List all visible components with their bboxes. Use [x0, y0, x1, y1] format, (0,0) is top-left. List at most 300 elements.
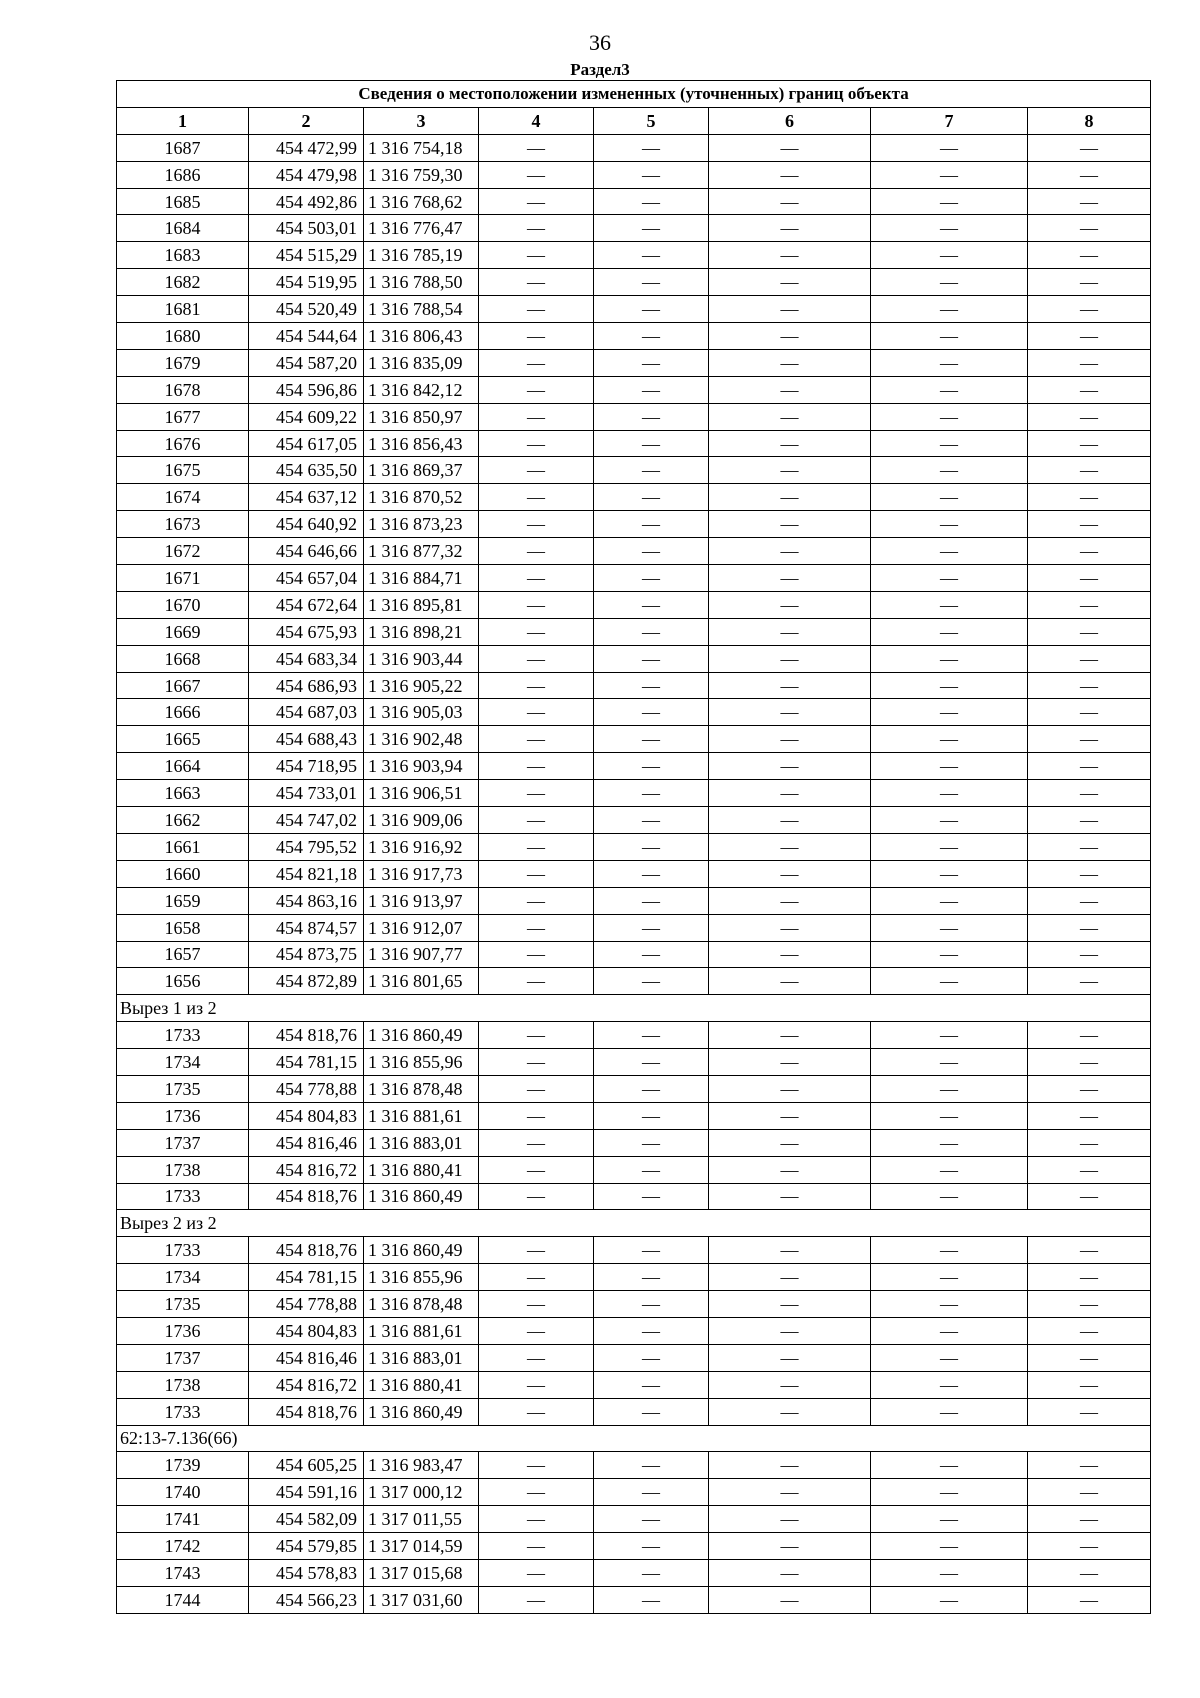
empty-value-dash: —	[709, 349, 871, 376]
empty-value-dash: —	[479, 833, 594, 860]
x-coordinate-cell: 454 515,29	[249, 242, 364, 269]
x-coordinate-cell: 454 582,09	[249, 1506, 364, 1533]
empty-value-dash: —	[709, 457, 871, 484]
empty-value-dash: —	[871, 591, 1028, 618]
empty-value-dash: —	[479, 1586, 594, 1613]
empty-value-dash: —	[594, 1344, 709, 1371]
point-number-cell: 1682	[117, 269, 249, 296]
empty-value-dash: —	[479, 1049, 594, 1076]
table-header	[117, 81, 1151, 135]
empty-value-dash: —	[594, 860, 709, 887]
point-number-cell: 1736	[117, 1102, 249, 1129]
empty-value-dash: —	[479, 1344, 594, 1371]
empty-value-dash: —	[871, 672, 1028, 699]
empty-value-dash: —	[479, 1264, 594, 1291]
y-coordinate-cell: 1 316 788,54	[364, 296, 479, 323]
table-row	[117, 376, 1151, 403]
x-coordinate-cell: 454 503,01	[249, 215, 364, 242]
empty-value-dash: —	[594, 1156, 709, 1183]
empty-value-dash: —	[1028, 1317, 1151, 1344]
empty-value-dash: —	[1028, 914, 1151, 941]
table-row	[117, 645, 1151, 672]
y-coordinate-cell: 1 316 860,49	[364, 1237, 479, 1264]
empty-value-dash: —	[871, 161, 1028, 188]
table-row	[117, 968, 1151, 995]
empty-value-dash: —	[1028, 565, 1151, 592]
y-coordinate-cell: 1 316 983,47	[364, 1452, 479, 1479]
empty-value-dash: —	[1028, 349, 1151, 376]
x-coordinate-cell: 454 795,52	[249, 833, 364, 860]
table-row	[117, 887, 1151, 914]
empty-value-dash: —	[709, 1291, 871, 1318]
x-coordinate-cell: 454 519,95	[249, 269, 364, 296]
x-coordinate-cell: 454 733,01	[249, 780, 364, 807]
empty-value-dash: —	[709, 699, 871, 726]
x-coordinate-cell: 454 688,43	[249, 726, 364, 753]
table-row	[117, 161, 1151, 188]
empty-value-dash: —	[871, 484, 1028, 511]
empty-value-dash: —	[1028, 833, 1151, 860]
empty-value-dash: —	[709, 269, 871, 296]
empty-value-dash: —	[871, 645, 1028, 672]
empty-value-dash: —	[594, 645, 709, 672]
y-coordinate-cell: 1 316 856,43	[364, 430, 479, 457]
x-coordinate-cell: 454 747,02	[249, 807, 364, 834]
empty-value-dash: —	[594, 1075, 709, 1102]
empty-value-dash: —	[1028, 1075, 1151, 1102]
point-number-cell: 1674	[117, 484, 249, 511]
empty-value-dash: —	[1028, 1129, 1151, 1156]
table-row	[117, 780, 1151, 807]
empty-value-dash: —	[1028, 1264, 1151, 1291]
empty-value-dash: —	[479, 1183, 594, 1210]
table-row	[117, 672, 1151, 699]
table-row	[117, 1156, 1151, 1183]
x-coordinate-cell: 454 804,83	[249, 1102, 364, 1129]
empty-value-dash: —	[1028, 618, 1151, 645]
column-header-4: 4	[479, 107, 594, 134]
empty-value-dash: —	[871, 1317, 1028, 1344]
x-coordinate-cell: 454 818,76	[249, 1183, 364, 1210]
empty-value-dash: —	[709, 511, 871, 538]
empty-value-dash: —	[871, 726, 1028, 753]
empty-value-dash: —	[1028, 538, 1151, 565]
table-row	[117, 215, 1151, 242]
empty-value-dash: —	[1028, 457, 1151, 484]
point-number-cell: 1744	[117, 1586, 249, 1613]
point-number-cell: 1661	[117, 833, 249, 860]
empty-value-dash: —	[871, 1344, 1028, 1371]
y-coordinate-cell: 1 316 895,81	[364, 591, 479, 618]
empty-value-dash: —	[1028, 860, 1151, 887]
empty-value-dash: —	[1028, 591, 1151, 618]
empty-value-dash: —	[479, 1398, 594, 1425]
empty-value-dash: —	[871, 753, 1028, 780]
empty-value-dash: —	[709, 591, 871, 618]
point-number-cell: 1685	[117, 188, 249, 215]
table-caption: Сведения о местоположении измененных (уточненных) границ объекта	[117, 81, 1151, 108]
point-number-cell: 1681	[117, 296, 249, 323]
empty-value-dash: —	[1028, 1479, 1151, 1506]
empty-value-dash: —	[709, 941, 871, 968]
empty-value-dash: —	[709, 1237, 871, 1264]
y-coordinate-cell: 1 317 015,68	[364, 1559, 479, 1586]
column-header-3: 3	[364, 107, 479, 134]
empty-value-dash: —	[594, 349, 709, 376]
empty-value-dash: —	[871, 269, 1028, 296]
group-label: 62:13-7.136(66)	[117, 1425, 1151, 1452]
point-number-cell: 1741	[117, 1506, 249, 1533]
empty-value-dash: —	[594, 780, 709, 807]
table-row	[117, 484, 1151, 511]
empty-value-dash: —	[871, 860, 1028, 887]
empty-value-dash: —	[479, 457, 594, 484]
table-row	[117, 726, 1151, 753]
table-row	[117, 1102, 1151, 1129]
table-row	[117, 1075, 1151, 1102]
point-number-cell: 1736	[117, 1317, 249, 1344]
table-row	[117, 1586, 1151, 1613]
empty-value-dash: —	[1028, 753, 1151, 780]
y-coordinate-cell: 1 316 880,41	[364, 1371, 479, 1398]
empty-value-dash: —	[594, 376, 709, 403]
column-header-2: 2	[249, 107, 364, 134]
column-header-6: 6	[709, 107, 871, 134]
y-coordinate-cell: 1 316 880,41	[364, 1156, 479, 1183]
empty-value-dash: —	[709, 672, 871, 699]
y-coordinate-cell: 1 317 000,12	[364, 1479, 479, 1506]
point-number-cell: 1671	[117, 565, 249, 592]
x-coordinate-cell: 454 544,64	[249, 323, 364, 350]
y-coordinate-cell: 1 317 031,60	[364, 1586, 479, 1613]
x-coordinate-cell: 454 479,98	[249, 161, 364, 188]
table-row	[117, 296, 1151, 323]
empty-value-dash: —	[1028, 215, 1151, 242]
y-coordinate-cell: 1 316 869,37	[364, 457, 479, 484]
point-number-cell: 1659	[117, 887, 249, 914]
y-coordinate-cell: 1 316 913,97	[364, 887, 479, 914]
point-number-cell: 1676	[117, 430, 249, 457]
x-coordinate-cell: 454 566,23	[249, 1586, 364, 1613]
x-coordinate-cell: 454 587,20	[249, 349, 364, 376]
empty-value-dash: —	[594, 269, 709, 296]
empty-value-dash: —	[1028, 188, 1151, 215]
x-coordinate-cell: 454 492,86	[249, 188, 364, 215]
group-label-row	[117, 1210, 1151, 1237]
empty-value-dash: —	[1028, 1586, 1151, 1613]
empty-value-dash: —	[1028, 376, 1151, 403]
empty-value-dash: —	[709, 753, 871, 780]
empty-value-dash: —	[871, 780, 1028, 807]
empty-value-dash: —	[594, 941, 709, 968]
empty-value-dash: —	[709, 1317, 871, 1344]
empty-value-dash: —	[709, 376, 871, 403]
table-row	[117, 1022, 1151, 1049]
empty-value-dash: —	[1028, 1156, 1151, 1183]
empty-value-dash: —	[1028, 1452, 1151, 1479]
y-coordinate-cell: 1 316 776,47	[364, 215, 479, 242]
empty-value-dash: —	[479, 188, 594, 215]
empty-value-dash: —	[594, 565, 709, 592]
point-number-cell: 1657	[117, 941, 249, 968]
empty-value-dash: —	[871, 1559, 1028, 1586]
y-coordinate-cell: 1 316 806,43	[364, 323, 479, 350]
table-row	[117, 1291, 1151, 1318]
y-coordinate-cell: 1 316 881,61	[364, 1317, 479, 1344]
empty-value-dash: —	[709, 1344, 871, 1371]
empty-value-dash: —	[871, 457, 1028, 484]
empty-value-dash: —	[594, 1559, 709, 1586]
empty-value-dash: —	[594, 672, 709, 699]
point-number-cell: 1738	[117, 1371, 249, 1398]
point-number-cell: 1686	[117, 161, 249, 188]
y-coordinate-cell: 1 316 754,18	[364, 134, 479, 161]
empty-value-dash: —	[709, 860, 871, 887]
table-row	[117, 565, 1151, 592]
empty-value-dash: —	[871, 1264, 1028, 1291]
empty-value-dash: —	[594, 1506, 709, 1533]
point-number-cell: 1670	[117, 591, 249, 618]
empty-value-dash: —	[594, 887, 709, 914]
empty-value-dash: —	[1028, 242, 1151, 269]
empty-value-dash: —	[709, 1183, 871, 1210]
point-number-cell: 1743	[117, 1559, 249, 1586]
empty-value-dash: —	[594, 1022, 709, 1049]
empty-value-dash: —	[709, 1102, 871, 1129]
table-row	[117, 1479, 1151, 1506]
empty-value-dash: —	[479, 753, 594, 780]
y-coordinate-cell: 1 317 014,59	[364, 1533, 479, 1560]
empty-value-dash: —	[871, 323, 1028, 350]
table-row	[117, 511, 1151, 538]
empty-value-dash: —	[871, 1371, 1028, 1398]
empty-value-dash: —	[594, 323, 709, 350]
table-row	[117, 1264, 1151, 1291]
empty-value-dash: —	[871, 887, 1028, 914]
column-header-5: 5	[594, 107, 709, 134]
table-row	[117, 242, 1151, 269]
x-coordinate-cell: 454 657,04	[249, 565, 364, 592]
point-number-cell: 1668	[117, 645, 249, 672]
point-number-cell: 1672	[117, 538, 249, 565]
empty-value-dash: —	[1028, 887, 1151, 914]
empty-value-dash: —	[709, 1156, 871, 1183]
y-coordinate-cell: 1 316 860,49	[364, 1398, 479, 1425]
x-coordinate-cell: 454 816,46	[249, 1344, 364, 1371]
empty-value-dash: —	[1028, 941, 1151, 968]
empty-value-dash: —	[871, 511, 1028, 538]
y-coordinate-cell: 1 316 883,01	[364, 1344, 479, 1371]
x-coordinate-cell: 454 818,76	[249, 1237, 364, 1264]
table-row	[117, 269, 1151, 296]
empty-value-dash: —	[1028, 484, 1151, 511]
empty-value-dash: —	[479, 430, 594, 457]
table-row	[117, 914, 1151, 941]
point-number-cell: 1733	[117, 1183, 249, 1210]
x-coordinate-cell: 454 683,34	[249, 645, 364, 672]
table-row	[117, 591, 1151, 618]
empty-value-dash: —	[1028, 430, 1151, 457]
empty-value-dash: —	[479, 1452, 594, 1479]
empty-value-dash: —	[871, 1049, 1028, 1076]
empty-value-dash: —	[871, 242, 1028, 269]
empty-value-dash: —	[1028, 1183, 1151, 1210]
empty-value-dash: —	[479, 269, 594, 296]
empty-value-dash: —	[871, 1291, 1028, 1318]
y-coordinate-cell: 1 316 860,49	[364, 1183, 479, 1210]
empty-value-dash: —	[1028, 1344, 1151, 1371]
empty-value-dash: —	[479, 968, 594, 995]
empty-value-dash: —	[709, 968, 871, 995]
table-row	[117, 538, 1151, 565]
y-coordinate-cell: 1 316 907,77	[364, 941, 479, 968]
empty-value-dash: —	[594, 161, 709, 188]
empty-value-dash: —	[479, 1506, 594, 1533]
table-row	[117, 430, 1151, 457]
empty-value-dash: —	[709, 1586, 871, 1613]
point-number-cell: 1733	[117, 1398, 249, 1425]
empty-value-dash: —	[871, 296, 1028, 323]
empty-value-dash: —	[709, 538, 871, 565]
empty-value-dash: —	[594, 457, 709, 484]
empty-value-dash: —	[709, 296, 871, 323]
empty-value-dash: —	[1028, 323, 1151, 350]
table-row	[117, 833, 1151, 860]
table-row	[117, 753, 1151, 780]
empty-value-dash: —	[871, 941, 1028, 968]
x-coordinate-cell: 454 778,88	[249, 1075, 364, 1102]
x-coordinate-cell: 454 873,75	[249, 941, 364, 968]
empty-value-dash: —	[871, 188, 1028, 215]
empty-value-dash: —	[479, 215, 594, 242]
empty-value-dash: —	[1028, 1102, 1151, 1129]
empty-value-dash: —	[709, 645, 871, 672]
empty-value-dash: —	[709, 1506, 871, 1533]
y-coordinate-cell: 1 316 917,73	[364, 860, 479, 887]
empty-value-dash: —	[709, 188, 871, 215]
point-number-cell: 1742	[117, 1533, 249, 1560]
table-row	[117, 860, 1151, 887]
empty-value-dash: —	[479, 242, 594, 269]
empty-value-dash: —	[479, 565, 594, 592]
point-number-cell: 1687	[117, 134, 249, 161]
group-label: Вырез 1 из 2	[117, 995, 1151, 1022]
point-number-cell: 1679	[117, 349, 249, 376]
empty-value-dash: —	[479, 296, 594, 323]
empty-value-dash: —	[594, 1264, 709, 1291]
column-header-1: 1	[117, 107, 249, 134]
point-number-cell: 1675	[117, 457, 249, 484]
empty-value-dash: —	[871, 1452, 1028, 1479]
x-coordinate-cell: 454 646,66	[249, 538, 364, 565]
empty-value-dash: —	[871, 1075, 1028, 1102]
empty-value-dash: —	[709, 1022, 871, 1049]
x-coordinate-cell: 454 635,50	[249, 457, 364, 484]
empty-value-dash: —	[1028, 699, 1151, 726]
empty-value-dash: —	[594, 215, 709, 242]
empty-value-dash: —	[594, 1317, 709, 1344]
empty-value-dash: —	[709, 565, 871, 592]
point-number-cell: 1658	[117, 914, 249, 941]
empty-value-dash: —	[871, 618, 1028, 645]
column-header-7: 7	[871, 107, 1028, 134]
empty-value-dash: —	[709, 1398, 871, 1425]
empty-value-dash: —	[479, 914, 594, 941]
empty-value-dash: —	[1028, 1291, 1151, 1318]
point-number-cell: 1735	[117, 1291, 249, 1318]
empty-value-dash: —	[594, 134, 709, 161]
point-number-cell: 1664	[117, 753, 249, 780]
empty-value-dash: —	[1028, 1533, 1151, 1560]
empty-value-dash: —	[479, 860, 594, 887]
empty-value-dash: —	[1028, 672, 1151, 699]
empty-value-dash: —	[479, 484, 594, 511]
table-row	[117, 1049, 1151, 1076]
empty-value-dash: —	[479, 941, 594, 968]
point-number-cell: 1733	[117, 1022, 249, 1049]
empty-value-dash: —	[871, 1022, 1028, 1049]
y-coordinate-cell: 1 316 842,12	[364, 376, 479, 403]
empty-value-dash: —	[1028, 296, 1151, 323]
y-coordinate-cell: 1 316 835,09	[364, 349, 479, 376]
group-label-row	[117, 995, 1151, 1022]
empty-value-dash: —	[594, 968, 709, 995]
empty-value-dash: —	[871, 1506, 1028, 1533]
empty-value-dash: —	[871, 565, 1028, 592]
table-row	[117, 1183, 1151, 1210]
empty-value-dash: —	[709, 215, 871, 242]
y-coordinate-cell: 1 316 883,01	[364, 1129, 479, 1156]
x-coordinate-cell: 454 781,15	[249, 1264, 364, 1291]
empty-value-dash: —	[594, 618, 709, 645]
empty-value-dash: —	[871, 1533, 1028, 1560]
empty-value-dash: —	[1028, 645, 1151, 672]
empty-value-dash: —	[709, 430, 871, 457]
empty-value-dash: —	[479, 1317, 594, 1344]
empty-value-dash: —	[709, 484, 871, 511]
empty-value-dash: —	[709, 807, 871, 834]
x-coordinate-cell: 454 472,99	[249, 134, 364, 161]
empty-value-dash: —	[594, 484, 709, 511]
empty-value-dash: —	[871, 1479, 1028, 1506]
empty-value-dash: —	[594, 1291, 709, 1318]
y-coordinate-cell: 1 316 903,44	[364, 645, 479, 672]
empty-value-dash: —	[709, 833, 871, 860]
y-coordinate-cell: 1 316 903,94	[364, 753, 479, 780]
empty-value-dash: —	[871, 914, 1028, 941]
x-coordinate-cell: 454 821,18	[249, 860, 364, 887]
point-number-cell: 1738	[117, 1156, 249, 1183]
y-coordinate-cell: 1 316 902,48	[364, 726, 479, 753]
group-label-row	[117, 1425, 1151, 1452]
table-row	[117, 1398, 1151, 1425]
empty-value-dash: —	[479, 1075, 594, 1102]
x-coordinate-cell: 454 637,12	[249, 484, 364, 511]
empty-value-dash: —	[871, 1183, 1028, 1210]
page-number: 36	[589, 30, 611, 55]
empty-value-dash: —	[479, 1371, 594, 1398]
empty-value-dash: —	[709, 1264, 871, 1291]
point-number-cell: 1660	[117, 860, 249, 887]
empty-value-dash: —	[594, 807, 709, 834]
x-coordinate-cell: 454 718,95	[249, 753, 364, 780]
empty-value-dash: —	[709, 887, 871, 914]
table-row	[117, 941, 1151, 968]
x-coordinate-cell: 454 818,76	[249, 1022, 364, 1049]
x-coordinate-cell: 454 781,15	[249, 1049, 364, 1076]
empty-value-dash: —	[1028, 1237, 1151, 1264]
empty-value-dash: —	[479, 618, 594, 645]
